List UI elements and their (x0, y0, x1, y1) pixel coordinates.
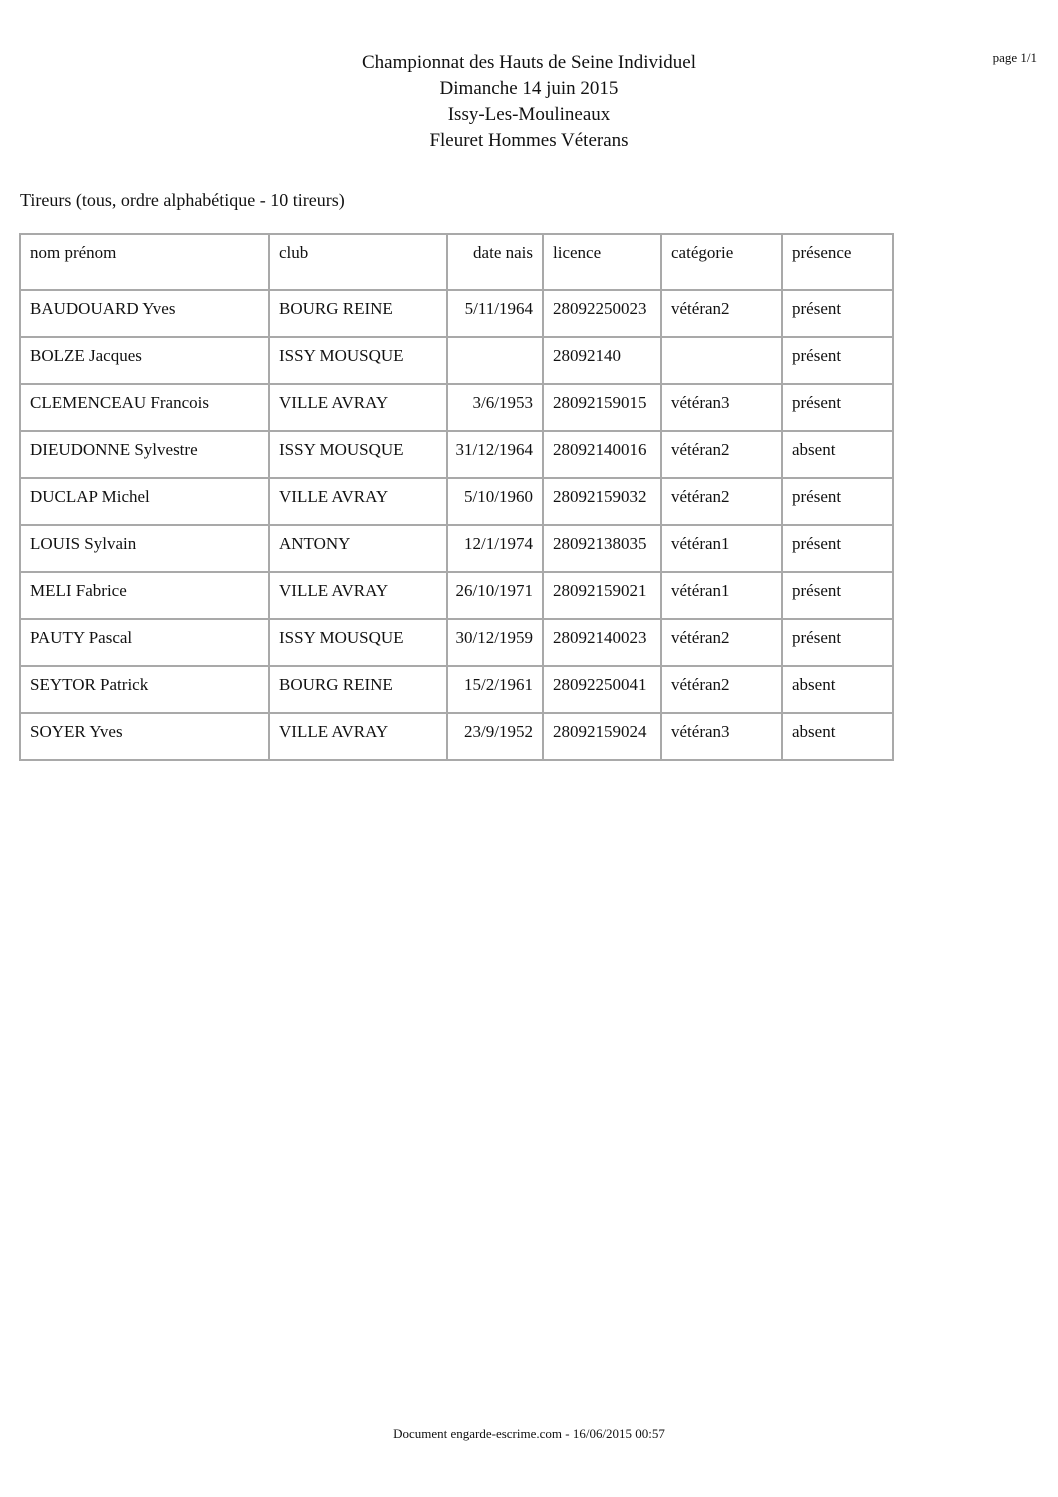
document-footer: Document engarde-escrime.com - 16/06/2015 00:57 (393, 1426, 665, 1441)
cell-club: VILLE AVRAY (269, 713, 447, 760)
column-header-presence: présence (782, 234, 893, 290)
cell-licence: 28092159015 (543, 384, 661, 431)
cell-licence: 28092140023 (543, 619, 661, 666)
cell-category (661, 337, 782, 384)
cell-club: VILLE AVRAY (269, 572, 447, 619)
cell-presence: présent (782, 478, 893, 525)
cell-club: VILLE AVRAY (269, 384, 447, 431)
cell-club: ISSY MOUSQUE (269, 619, 447, 666)
competition-title: Championnat des Hauts de Seine Individuel (361, 52, 697, 73)
cell-birth-date: 12/1/1974 (447, 525, 543, 572)
competition-event: Fleuret Hommes Véterans (429, 130, 629, 151)
cell-licence: 28092250023 (543, 290, 661, 337)
cell-category: vétéran3 (661, 713, 782, 760)
cell-licence: 28092140016 (543, 431, 661, 478)
cell-licence: 28092138035 (543, 525, 661, 572)
cell-name: PAUTY Pascal (20, 619, 269, 666)
table-header-row (20, 234, 893, 290)
document-header (0, 50, 1058, 154)
cell-presence: présent (782, 384, 893, 431)
table-row (20, 337, 893, 384)
column-header-name: nom prénom (20, 234, 269, 290)
fencers-table (19, 233, 894, 761)
cell-name: DUCLAP Michel (20, 478, 269, 525)
cell-licence: 28092159032 (543, 478, 661, 525)
competition-location: Issy-Les-Moulineaux (447, 104, 611, 125)
cell-category: vétéran2 (661, 666, 782, 713)
table-row (20, 572, 893, 619)
cell-name: CLEMENCEAU Francois (20, 384, 269, 431)
section-subtitle: Tireurs (tous, ordre alphabétique - 10 tireurs) (20, 190, 345, 210)
table-row (20, 431, 893, 478)
cell-presence: présent (782, 619, 893, 666)
cell-licence: 28092159021 (543, 572, 661, 619)
cell-category: vétéran3 (661, 384, 782, 431)
cell-birth-date: 23/9/1952 (447, 713, 543, 760)
table-row (20, 478, 893, 525)
cell-name: DIEUDONNE Sylvestre (20, 431, 269, 478)
cell-presence: absent (782, 431, 893, 478)
table-row (20, 290, 893, 337)
table-row (20, 384, 893, 431)
cell-birth-date (447, 337, 543, 384)
cell-name: BAUDOUARD Yves (20, 290, 269, 337)
cell-birth-date: 26/10/1971 (447, 572, 543, 619)
cell-category: vétéran2 (661, 431, 782, 478)
cell-club: VILLE AVRAY (269, 478, 447, 525)
cell-club: BOURG REINE (269, 290, 447, 337)
cell-presence: présent (782, 572, 893, 619)
table-row (20, 619, 893, 666)
cell-licence: 28092250041 (543, 666, 661, 713)
column-header-club: club (269, 234, 447, 290)
cell-name: LOUIS Sylvain (20, 525, 269, 572)
cell-presence: absent (782, 666, 893, 713)
cell-birth-date: 30/12/1959 (447, 619, 543, 666)
cell-name: SOYER Yves (20, 713, 269, 760)
cell-category: vétéran1 (661, 525, 782, 572)
cell-presence: présent (782, 337, 893, 384)
cell-name: SEYTOR Patrick (20, 666, 269, 713)
cell-presence: présent (782, 525, 893, 572)
cell-birth-date: 15/2/1961 (447, 666, 543, 713)
cell-birth-date: 3/6/1953 (447, 384, 543, 431)
table-row (20, 666, 893, 713)
cell-name: MELI Fabrice (20, 572, 269, 619)
cell-licence: 28092140 (543, 337, 661, 384)
column-header-category: catégorie (661, 234, 782, 290)
cell-presence: présent (782, 290, 893, 337)
cell-category: vétéran1 (661, 572, 782, 619)
page-number: page 1/1 (992, 50, 1037, 65)
cell-club: ISSY MOUSQUE (269, 431, 447, 478)
cell-club: BOURG REINE (269, 666, 447, 713)
cell-club: ISSY MOUSQUE (269, 337, 447, 384)
competition-date: Dimanche 14 juin 2015 (439, 78, 619, 99)
cell-licence: 28092159024 (543, 713, 661, 760)
column-header-licence: licence (543, 234, 661, 290)
cell-category: vétéran2 (661, 290, 782, 337)
cell-presence: absent (782, 713, 893, 760)
cell-category: vétéran2 (661, 478, 782, 525)
column-header-birth-date: date nais (447, 234, 543, 290)
cell-birth-date: 5/11/1964 (447, 290, 543, 337)
cell-birth-date: 31/12/1964 (447, 431, 543, 478)
table-row (20, 525, 893, 572)
cell-name: BOLZE Jacques (20, 337, 269, 384)
cell-birth-date: 5/10/1960 (447, 478, 543, 525)
cell-category: vétéran2 (661, 619, 782, 666)
table-body (20, 290, 893, 760)
cell-club: ANTONY (269, 525, 447, 572)
table-row (20, 713, 893, 760)
